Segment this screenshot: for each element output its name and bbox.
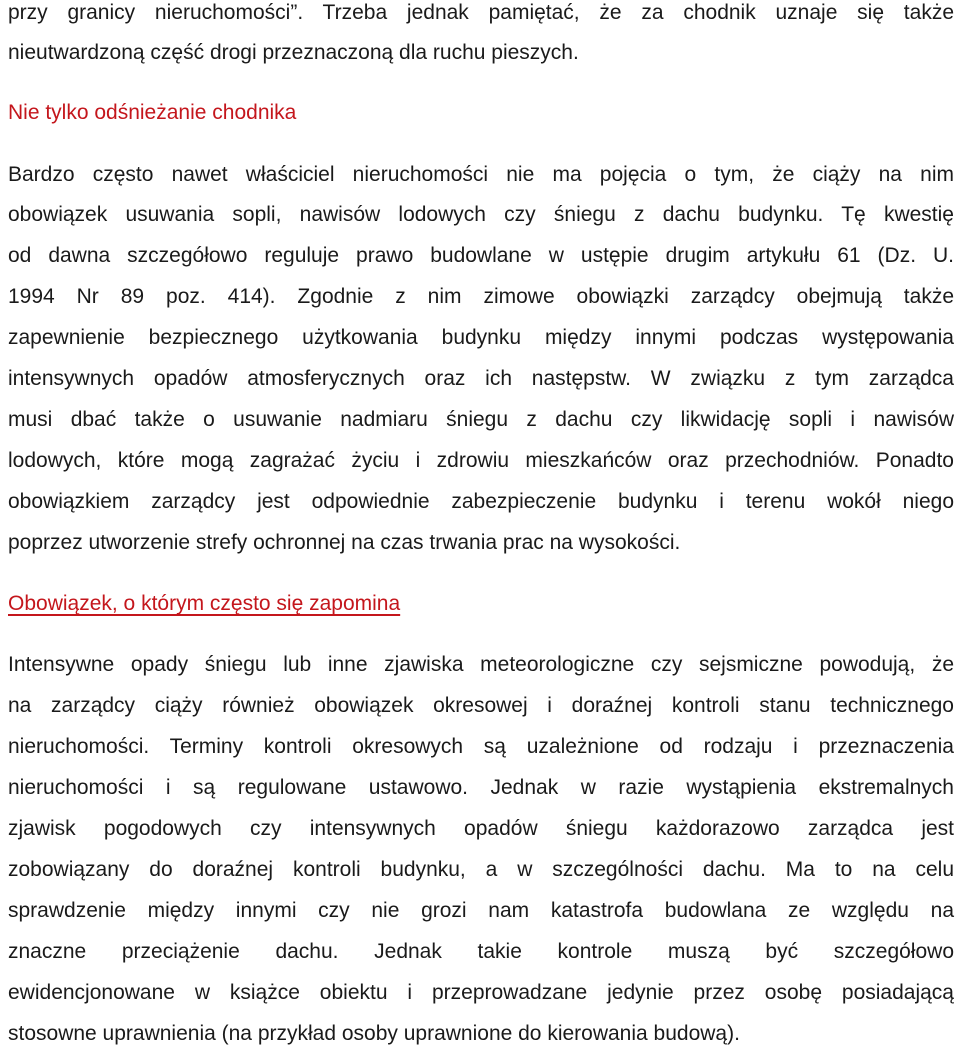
- body-text-line: obowiązek usuwania sopli, nawisów lodowych czy śniegu z dachu budynku. Tę kwestię: [8, 203, 954, 226]
- body-text-line: nieruchomości. Terminy kontroli okresowych są uzależnione od rodzaju i przeznaczenia: [8, 735, 954, 758]
- body-text-line: nieruchomości i są regulowane ustawowo. Jednak w razie wystąpienia ekstremalnych: [8, 776, 954, 799]
- body-text-line: zapewnienie bezpiecznego użytkowania budynku między innymi podczas występowania: [8, 326, 954, 349]
- body-text-line: zjawisk pogodowych czy intensywnych opadów śniegu każdorazowo zarządca jest: [8, 817, 954, 840]
- body-text-line: lodowych, które mogą zagrażać życiu i zdrowiu mieszkańców oraz przechodniów. Ponadto: [8, 449, 954, 472]
- body-text-line: na zarządcy ciąży również obowiązek okresowej i doraźnej kontroli stanu technicznego: [8, 694, 954, 717]
- body-text-line: ewidencjonowane w książce obiektu i przeprowadzane jedynie przez osobę posiadającą: [8, 981, 954, 1004]
- section-heading: Obowiązek, o którym często się zapomina: [8, 592, 401, 615]
- body-text-line: 1994 Nr 89 poz. 414). Zgodnie z nim zimowe obowiązki zarządcy obejmują także: [8, 285, 954, 308]
- body-text-line: zobowiązany do doraźnej kontroli budynku, a w szczególności dachu. Ma to na celu: [8, 858, 954, 881]
- body-text-line: znaczne przeciążenie dachu. Jednak takie kontrole muszą być szczegółowo: [8, 940, 954, 963]
- body-text-line: Bardzo często nawet właściciel nieruchomości nie ma pojęcia o tym, że ciąży na nim: [8, 163, 954, 186]
- body-text-line: przy granicy nieruchomości”. Trzeba jednak pamiętać, że za chodnik uznaje się także: [8, 1, 954, 24]
- body-text-line: poprzez utworzenie strefy ochronnej na czas trwania prac na wysokości.: [8, 531, 681, 554]
- body-text-line: Intensywne opady śniegu lub inne zjawiska meteorologiczne czy sejsmiczne powodują, że: [8, 653, 954, 676]
- body-text-line: obowiązkiem zarządcy jest odpowiednie zabezpieczenie budynku i terenu wokół niego: [8, 490, 954, 513]
- body-text-line: intensywnych opadów atmosferycznych oraz ich następstw. W związku z tym zarządca: [8, 367, 954, 390]
- section-heading: Nie tylko odśnieżanie chodnika: [8, 101, 297, 124]
- body-text-line: od dawna szczegółowo reguluje prawo budowlane w ustępie drugim artykułu 61 (Dz. U.: [8, 244, 954, 267]
- body-text-line: musi dbać także o usuwanie nadmiaru śniegu z dachu czy likwidację sopli i nawisów: [8, 408, 954, 431]
- body-text-line: nieutwardzoną część drogi przeznaczoną dla ruchu pieszych.: [8, 41, 579, 64]
- body-text-line: sprawdzenie między innymi czy nie grozi nam katastrofa budowlana ze względu na: [8, 899, 954, 922]
- body-text-line: stosowne uprawnienia (na przykład osoby uprawnione do kierowania budową).: [8, 1022, 740, 1045]
